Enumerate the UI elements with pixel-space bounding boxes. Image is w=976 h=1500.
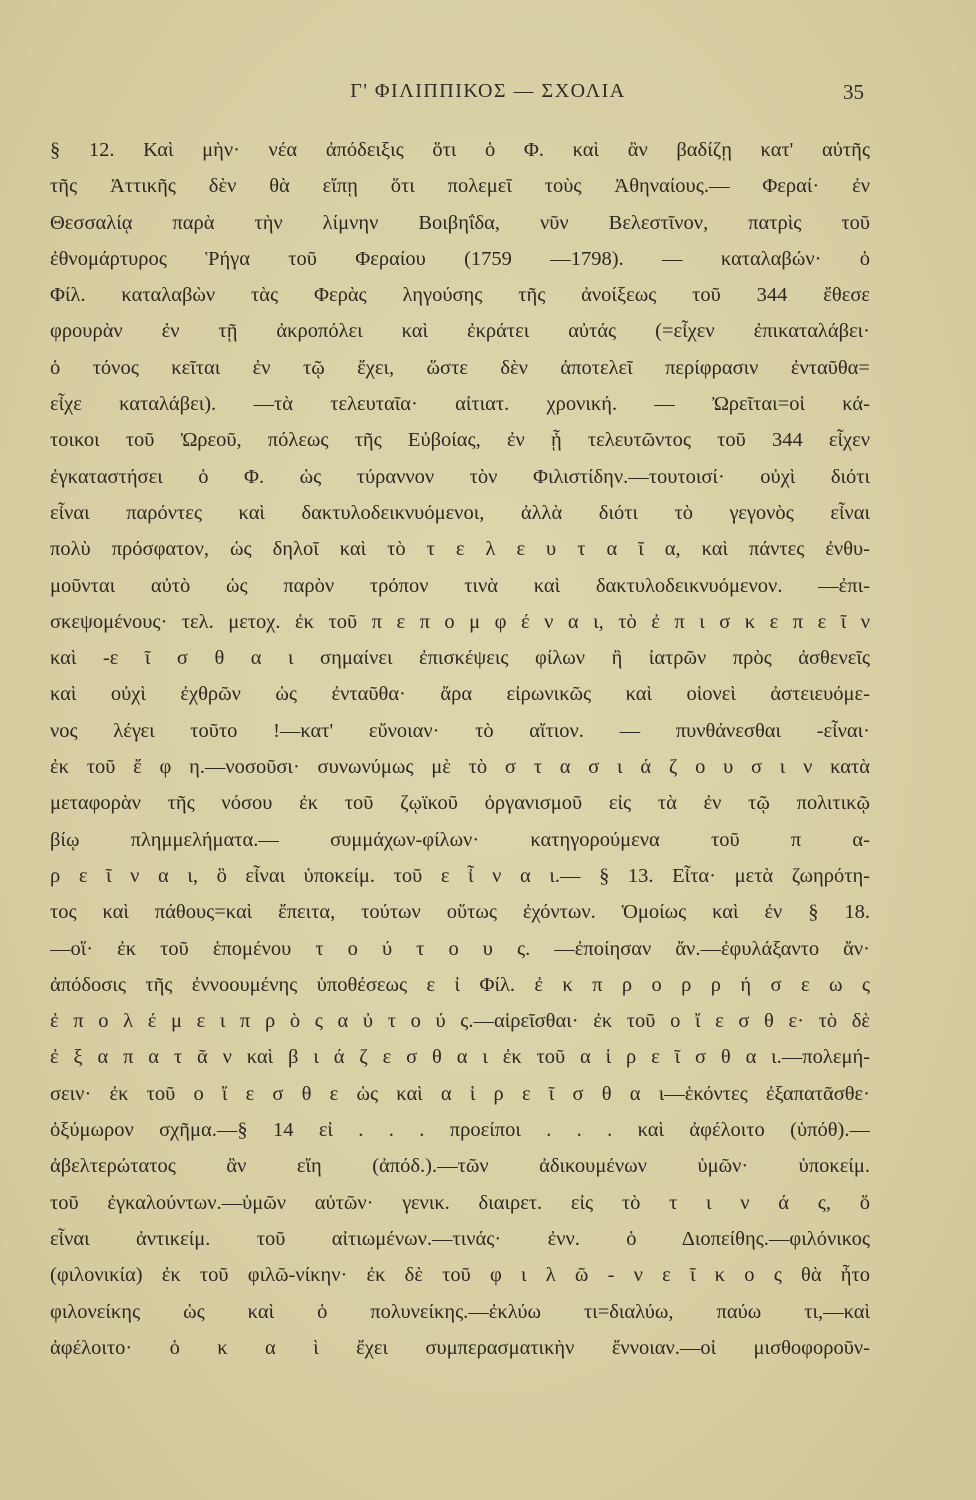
text-line: ἐγκαταστήσει ὁ Φ. ὡς τύραννον τὸν Φιλιστίδην.—τουτοισί· οὐχὶ διότι (50, 465, 870, 488)
text-line: τῆς Ἀττικῆς δὲν θὰ εἴπῃ ὅτι πολεμεῖ τοὺς Ἀθηναίους.— Φεραί· ἐν (50, 175, 870, 198)
text-line: εἶναι ἀντικείμ. τοῦ αἰτιωμένων.—τινάς· ἐνν. ὁ Διοπείθης.—φιλόνικος (50, 1227, 870, 1250)
text-line: καὶ -ε ῖ σ θ α ι σημαίνει ἐπισκέψεις φίλων ἢ ἰατρῶν πρὸς ἀσθενεῖς (50, 647, 870, 670)
text-line: ἐκ τοῦ ἔ φ η.—νοσοῦσι· συνωνύμως μὲ τὸ σ τ α σ ι ά ζ ο υ σ ι ν κατὰ (50, 756, 870, 779)
text-line: σκεψομένους· τελ. μετοχ. ἐκ τοῦ π ε π ο μ φ έ ν α ι, τὸ ἐ π ι σ κ ε π ε ῖ ν (50, 610, 870, 633)
text-line: —οἵ· ἐκ τοῦ ἑπομένου τ ο ύ τ ο υ ς. —ἐποίησαν ἄν.—ἐφυλάξαντο ἄν· (50, 937, 870, 960)
text-line: καὶ οὐχὶ ἐχθρῶν ὡς ἐνταῦθα· ἄρα εἰρωνικῶς καὶ οἱονεὶ ἀστειευόμε- (50, 683, 870, 706)
text-line: εἶχε καταλάβει). —τὰ τελευταῖα· αἰτιατ. χρονική. — Ὠρεῖται=οἱ κά- (50, 393, 870, 416)
text-line: ἀβελτερώτατος ἂν εἴη (ἀπόδ.).—τῶν ἀδικουμένων ὑμῶν· ὑποκείμ. (50, 1155, 870, 1178)
text-line: Φίλ. καταλαβὼν τὰς Φερὰς ληγούσης τῆς ἀνοίξεως τοῦ 344 ἔθεσε (50, 284, 870, 307)
text-line: φρουρὰν ἐν τῇ ἀκροπόλει καὶ ἐκράτει αὐτάς (=εἶχεν ἐπικαταλάβει· (50, 320, 870, 343)
text-line: ἀπόδοσις τῆς ἐννοουμένης ὑποθέσεως ε ἰ Φίλ. ἐ κ π ρ ο ρ ρ ή σ ε ω ς (50, 973, 870, 996)
text-line: τοῦ ἐγκαλούντων.—ὑμῶν αὐτῶν· γενικ. διαιρετ. εἰς τὸ τ ι ν ά ς, ὅ (50, 1191, 870, 1214)
text-line: βίῳ πλημμελήματα.— συμμάχων-φίλων· κατηγορούμενα τοῦ π α- (50, 828, 870, 851)
text-line: Θεσσαλίᾳ παρὰ τὴν λίμνην Βοιβηΐδα, νῦν Βελεστῖνον, πατρὶς τοῦ (50, 211, 870, 234)
text-line: φιλονείκης ὡς καὶ ὁ πολυνείκης.—ἐκλύω τι=διαλύω, παύω τι,—καὶ (50, 1300, 870, 1323)
text-line: μεταφορὰν τῆς νόσου ἐκ τοῦ ζῳϊκοῦ ὀργανισμοῦ εἰς τὰ ἐν τῷ πολιτικῷ (50, 792, 870, 815)
text-line: εἶναι παρόντες καὶ δακτυλοδεικνυόμενοι, ἀλλὰ διότι τὸ γεγονὸς εἶναι (50, 501, 870, 524)
text-line: σειν· ἐκ τοῦ ο ἴ ε σ θ ε ὡς καὶ α ἱ ρ ε ῖ σ θ α ι—ἑκόντες ἐξαπατᾶσθε· (50, 1082, 870, 1105)
text-line: νος λέγει τοῦτο !—κατ' εὔνοιαν· τὸ αἴτιον. — πυνθάνεσθαι -εἶναι· (50, 719, 870, 742)
text-line: § 12. Καὶ μὴν· νέα ἀπόδειξις ὅτι ὁ Φ. καὶ ἂν βαδίζῃ κατ' αὐτῆς (50, 139, 870, 161)
text-line: ἐ ξ α π α τ ᾶ ν καὶ β ι ά ζ ε σ θ α ι ἐκ τοῦ α ἱ ρ ε ῖ σ θ α ι.—πολεμή- (50, 1046, 870, 1069)
text-line: ὁ τόνος κεῖται ἐν τῷ ἔχει, ὥστε δὲν ἀποτελεῖ περίφρασιν ἐνταῦθα= (50, 356, 870, 379)
text-line: τοικοι τοῦ Ὠρεοῦ, πόλεως τῆς Εὐβοίας, ἐν ᾗ τελευτῶντος τοῦ 344 εἶχεν (50, 429, 870, 452)
page-header (0, 76, 976, 116)
text-line: μοῦνται αὐτὸ ὡς παρὸν τρόπον τινὰ καὶ δακτυλοδεικνυόμενον. —ἐπι- (50, 574, 870, 597)
text-line: (φιλονικία) ἐκ τοῦ φιλῶ-νίκην· ἐκ δὲ τοῦ φ ι λ ῶ - ν ε ῖ κ ο ς θὰ ἦτο (50, 1264, 870, 1287)
text-line: ἐ π ο λ έ μ ε ι π ρ ὸ ς α ὐ τ ο ύ ς.—αἱρεῖσθαι· ἐκ τοῦ ο ἴ ε σ θ ε· τὸ δὲ (50, 1010, 870, 1033)
running-head: Γ' ΦΙΛΙΠΠΙΚΟΣ — ΣΧΟΛΙΑ (350, 80, 626, 102)
text-line: τος καὶ πάθους=καὶ ἔπειτα, τούτων οὕτως ἐχόντων. Ὁμοίως καὶ ἐν § 18. (50, 901, 870, 924)
text-line: ἀφέλοιτο· ὁ κ α ὶ ἔχει συμπερασματικὴν ἔννοιαν.—οἱ μισθοφοροῦν- (50, 1336, 870, 1359)
page-number: 35 (843, 80, 864, 104)
text-line: ἐθνομάρτυρος Ῥήγα τοῦ Φεραίου (1759 —1798). — καταλαβών· ὁ (50, 247, 870, 270)
text-line: ὀξύμωρον σχῆμα.—§ 14 εἰ . . . προείποι . . . καὶ ἀφέλοιτο (ὑπόθ).— (50, 1119, 870, 1142)
text-line: ρ ε ῖ ν α ι, ὃ εἶναι ὑποκείμ. τοῦ ε ἶ ν α ι.— § 13. Εἶτα· μετὰ ζωηρότη- (50, 864, 870, 887)
commentary-text (50, 132, 870, 1366)
text-line: πολὺ πρόσφατον, ὡς δηλοῖ καὶ τὸ τ ε λ ε υ τ α ῖ α, καὶ πάντες ἐνθυ- (50, 538, 870, 561)
